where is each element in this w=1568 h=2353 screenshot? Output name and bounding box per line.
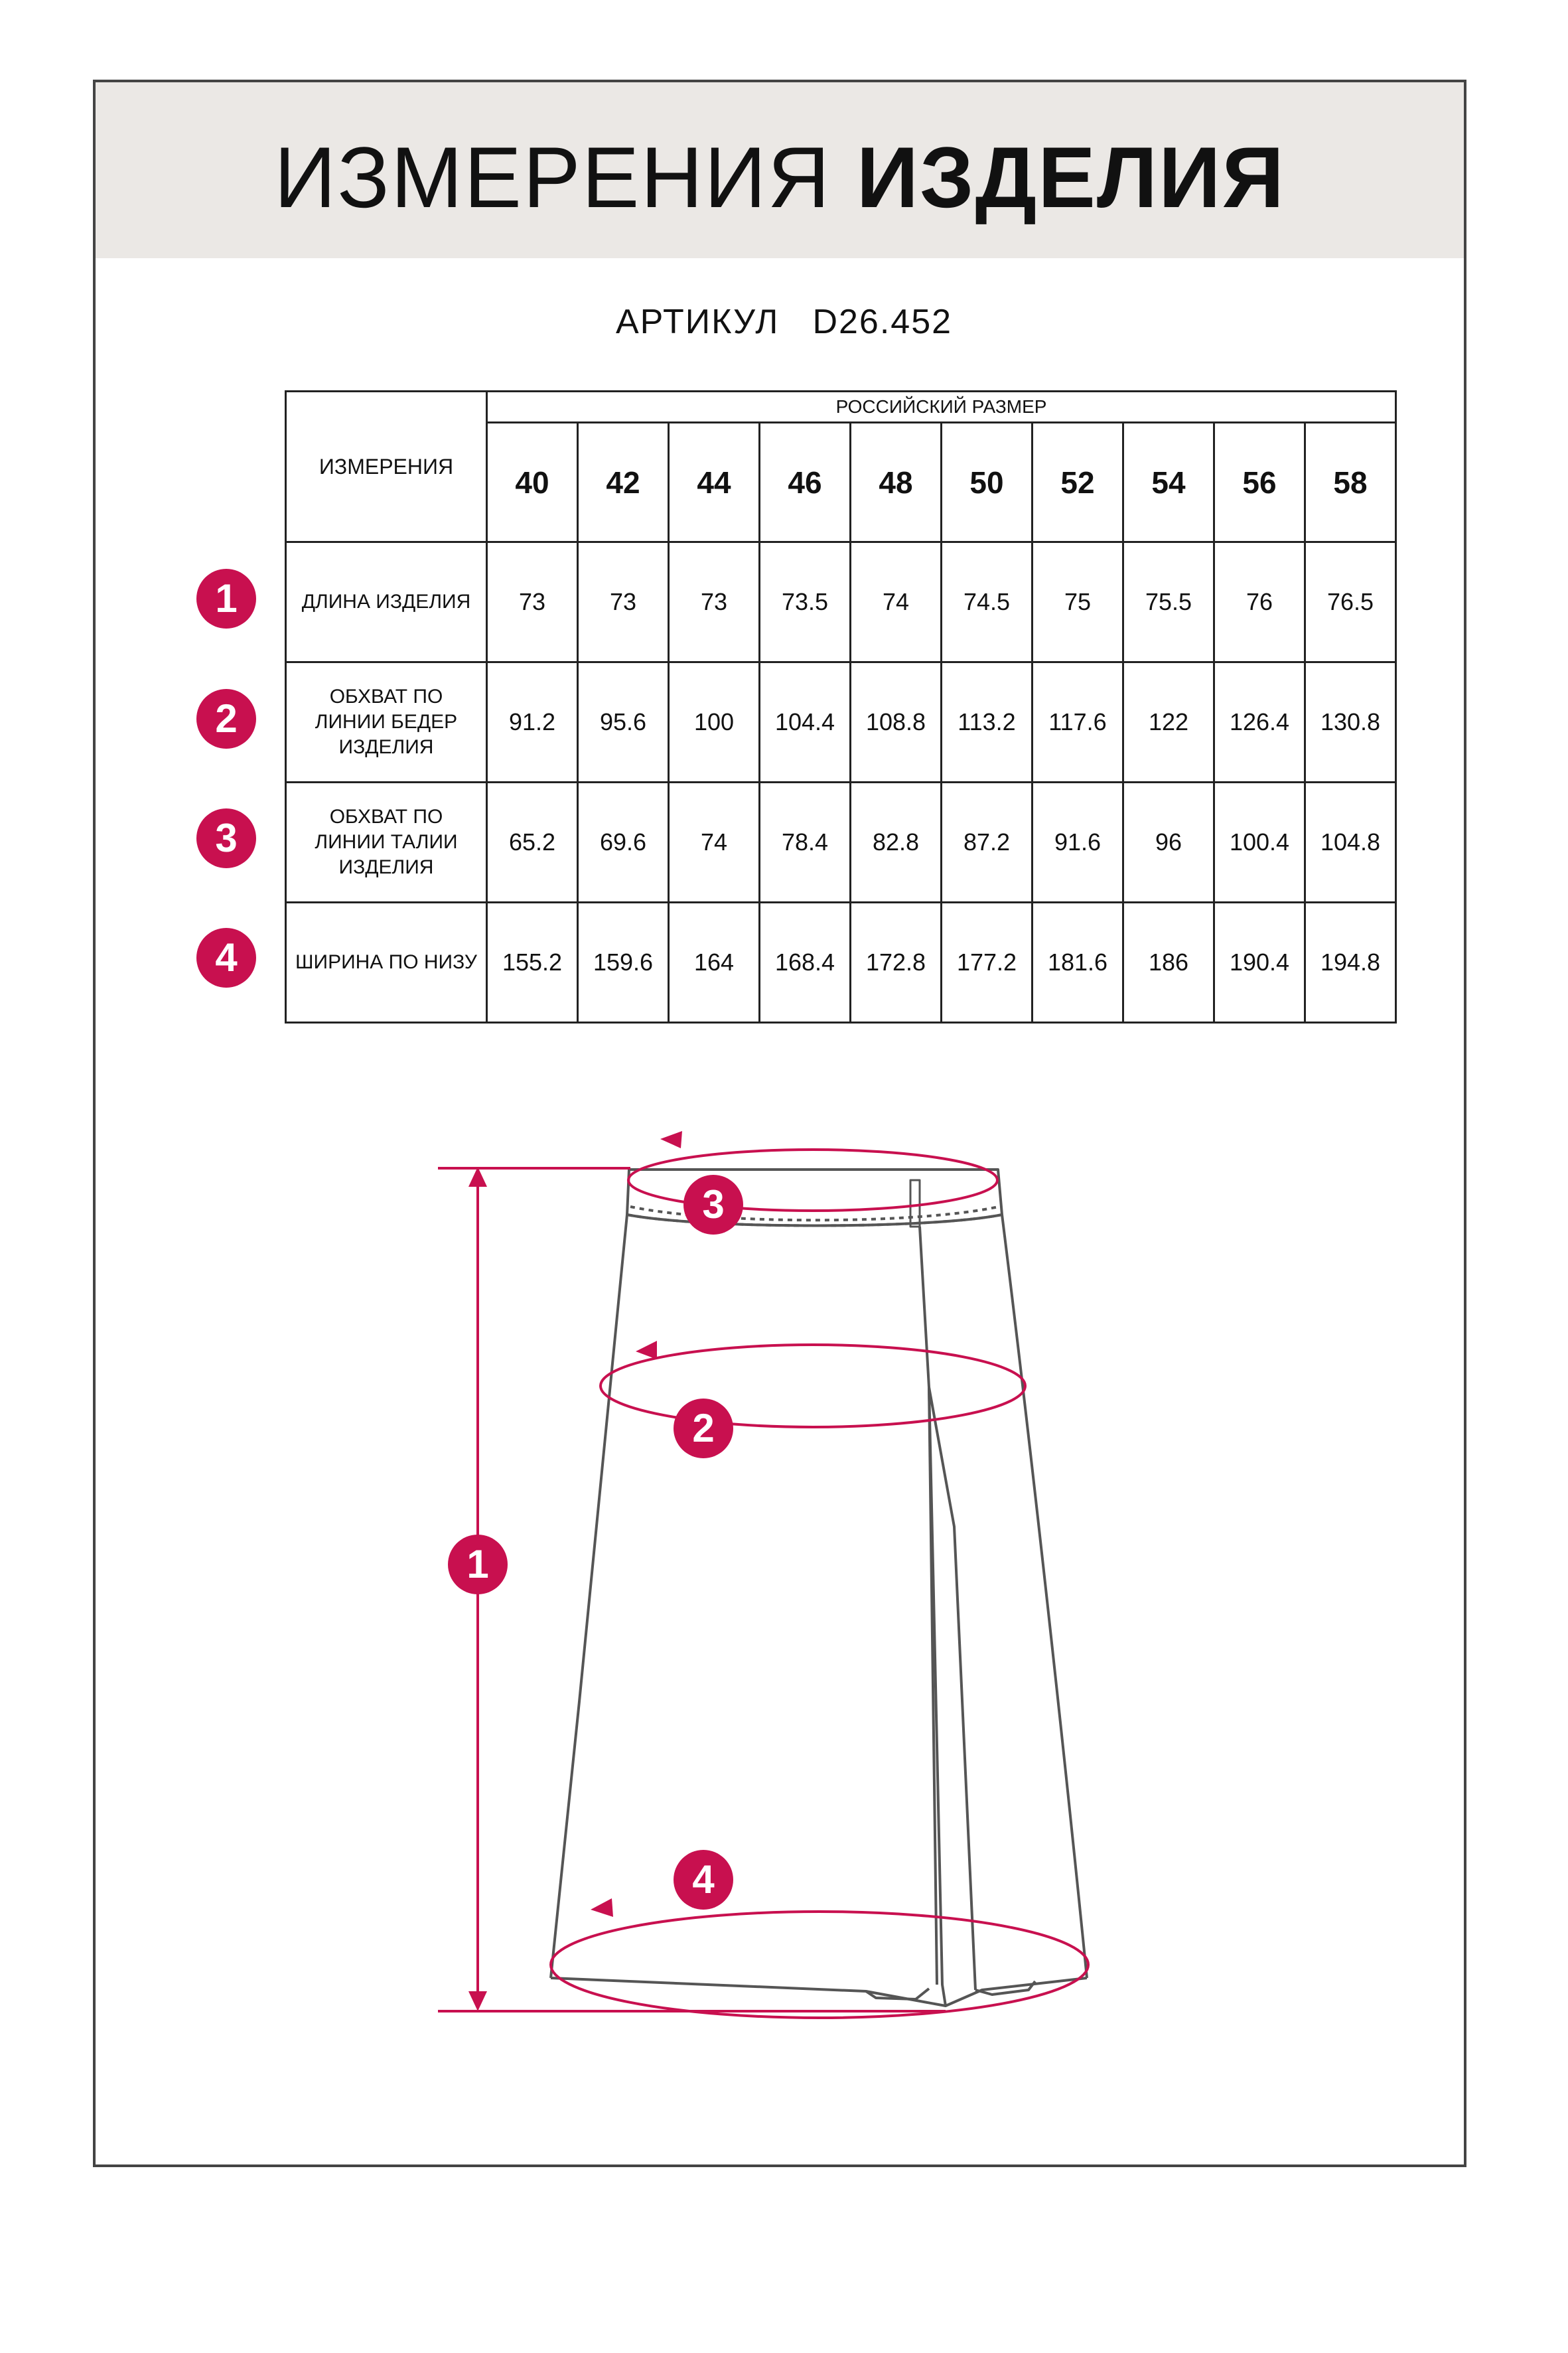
row-badge-3: 3 xyxy=(196,808,256,868)
value-cell: 65.2 xyxy=(487,783,578,903)
waist-arrow-head xyxy=(660,1131,682,1148)
value-cell: 76.5 xyxy=(1305,542,1396,662)
article-label: АРТИКУЛ xyxy=(615,303,780,341)
title-light: ИЗМЕРЕНИЯ xyxy=(274,129,831,226)
value-cell: 181.6 xyxy=(1033,903,1123,1023)
value-cell: 91.2 xyxy=(487,662,578,783)
title-bold: ИЗДЕЛИЯ xyxy=(856,129,1285,226)
size-cell: 40 xyxy=(487,423,578,542)
value-cell: 104.8 xyxy=(1305,783,1396,903)
waist-seam xyxy=(627,1215,1002,1226)
value-cell: 122 xyxy=(1123,662,1214,783)
length-arrow-top xyxy=(468,1167,487,1187)
row-label: ШИРИНА ПО НИЗУ xyxy=(286,903,487,1023)
value-cell: 117.6 xyxy=(1033,662,1123,783)
value-cell: 73 xyxy=(578,542,669,662)
value-cell: 75 xyxy=(1033,542,1123,662)
row-badge-4: 4 xyxy=(196,928,256,988)
value-cell: 87.2 xyxy=(942,783,1033,903)
article-code: D26.452 xyxy=(812,303,953,341)
size-cell: 52 xyxy=(1033,423,1123,542)
value-cell: 130.8 xyxy=(1305,662,1396,783)
size-cell: 54 xyxy=(1123,423,1214,542)
size-cell: 58 xyxy=(1305,423,1396,542)
size-cell: 46 xyxy=(760,423,851,542)
size-cell: 48 xyxy=(851,423,942,542)
row-badge-2: 2 xyxy=(196,689,256,749)
value-cell: 78.4 xyxy=(760,783,851,903)
row-label: ОБХВАТ ПО ЛИНИИ БЕДЕР ИЗДЕЛИЯ xyxy=(286,662,487,783)
value-cell: 194.8 xyxy=(1305,903,1396,1023)
value-cell: 73 xyxy=(669,542,760,662)
skirt-left-side xyxy=(551,1215,627,1978)
hem-ellipse xyxy=(551,1912,1088,2018)
row-label: ОБХВАТ ПО ЛИНИИ ТАЛИИ ИЗДЕЛИЯ xyxy=(286,783,487,903)
size-cell: 44 xyxy=(669,423,760,542)
length-arrow-bottom xyxy=(468,1991,487,2011)
value-cell: 100.4 xyxy=(1214,783,1305,903)
size-group-header: РОССИЙСКИЙ РАЗМЕР xyxy=(487,392,1396,423)
measurements-header: ИЗМЕРЕНИЯ xyxy=(286,392,487,542)
diagram-badge-1: 1 xyxy=(448,1535,508,1594)
diagram-badge-2: 2 xyxy=(674,1399,733,1458)
value-cell: 91.6 xyxy=(1033,783,1123,903)
value-cell: 177.2 xyxy=(942,903,1033,1023)
size-cell: 42 xyxy=(578,423,669,542)
button-tab xyxy=(910,1180,920,1227)
value-cell: 155.2 xyxy=(487,903,578,1023)
diagram-badge-3: 3 xyxy=(683,1175,743,1235)
skirt-right-side xyxy=(1002,1215,1087,1978)
value-cell: 69.6 xyxy=(578,783,669,903)
value-cell: 96 xyxy=(1123,783,1214,903)
hip-ellipse xyxy=(601,1345,1025,1427)
value-cell: 172.8 xyxy=(851,903,942,1023)
value-cell: 113.2 xyxy=(942,662,1033,783)
value-cell: 75.5 xyxy=(1123,542,1214,662)
row-badge-1: 1 xyxy=(196,569,256,629)
value-cell: 74 xyxy=(669,783,760,903)
value-cell: 100 xyxy=(669,662,760,783)
value-cell: 108.8 xyxy=(851,662,942,783)
value-cell: 82.8 xyxy=(851,783,942,903)
row-label: ДЛИНА ИЗДЕЛИЯ xyxy=(286,542,487,662)
size-cell: 56 xyxy=(1214,423,1305,542)
size-cell: 50 xyxy=(942,423,1033,542)
value-cell: 126.4 xyxy=(1214,662,1305,783)
value-cell: 74.5 xyxy=(942,542,1033,662)
waistband-outline xyxy=(627,1170,1002,1226)
value-cell: 74 xyxy=(851,542,942,662)
value-cell: 104.4 xyxy=(760,662,851,783)
diagram-badge-4: 4 xyxy=(674,1850,733,1910)
value-cell: 76 xyxy=(1214,542,1305,662)
value-cell: 164 xyxy=(669,903,760,1023)
value-cell: 95.6 xyxy=(578,662,669,783)
value-cell: 159.6 xyxy=(578,903,669,1023)
hem-arrow-head xyxy=(591,1898,613,1917)
value-cell: 73 xyxy=(487,542,578,662)
value-cell: 190.4 xyxy=(1214,903,1305,1023)
value-cell: 168.4 xyxy=(760,903,851,1023)
value-cell: 73.5 xyxy=(760,542,851,662)
value-cell: 186 xyxy=(1123,903,1214,1023)
hip-arrow-head xyxy=(636,1341,657,1359)
